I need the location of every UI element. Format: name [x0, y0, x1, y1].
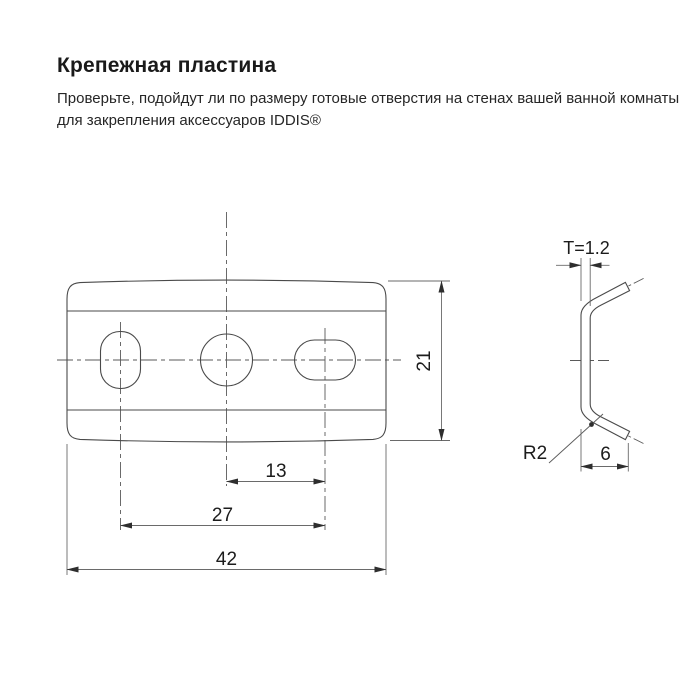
description-line-2: для закрепления аксессуаров IDDIS® [57, 112, 321, 129]
dimension-value-21: 21 [414, 350, 435, 372]
dimension-spacing-13 [227, 461, 326, 482]
dimension-value-thickness: T=1.2 [563, 238, 610, 258]
dimension-value-42: 42 [215, 549, 238, 570]
dimension-height-21 [388, 281, 450, 441]
page-title: Крепежная пластина [57, 54, 277, 77]
dimension-value-6: 6 [600, 444, 611, 465]
dimension-value-r2: R2 [522, 443, 548, 464]
dimension-value-13: 13 [265, 461, 287, 482]
plate-profile [581, 282, 630, 439]
description-line-1: Проверьте, подойдут ли по размеру готовые отверстия на стенах вашей ванной комнаты [57, 90, 680, 107]
side-view [523, 238, 644, 472]
leader-line [549, 414, 603, 463]
dimension-spacing-27 [121, 505, 326, 526]
dimension-value-27: 27 [211, 505, 234, 526]
leader-dot [589, 422, 594, 427]
front-view [57, 212, 450, 575]
